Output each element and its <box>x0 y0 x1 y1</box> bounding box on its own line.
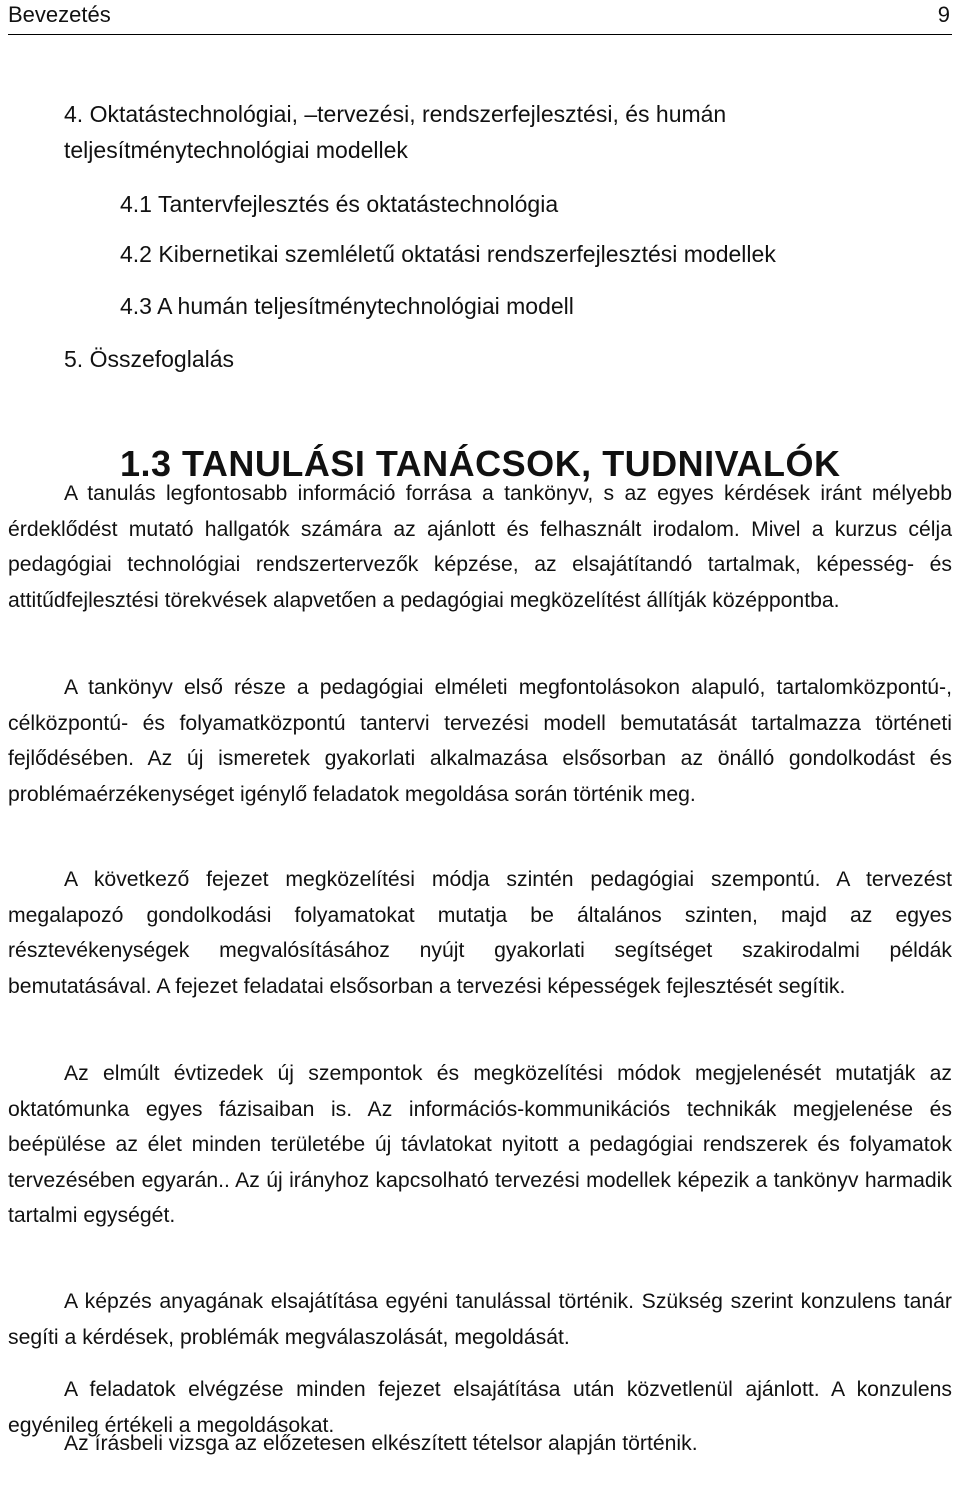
toc-item-4-3: 4.3 A humán teljesítménytechnológiai modell <box>120 293 574 319</box>
paragraph-3: A következő fejezet megközelítési módja szintén pedagógiai szempontú. A tervezést megalapozó gondolkodási folyamatokat mutatja be általános szinten, majd az egyes résztevékenységek megvalósításához nyújt gyakorlati segítséget szakirodalmi példák bemutatásával. A fejezet feladatai elsősorban a tervezési képességek fejlesztését segítik. <box>8 868 952 998</box>
paragraph-2: A tankönyv első része a pedagógiai elméleti megfontolásokon alapuló, tartalomközpontú-, célközpontú- és folyamatközpontú tantervi tervezési modell bemutatását tartalmazza történeti fejlődésében. Az új ismeretek gyakorlati alkalmazása elsősorban az önálló gondolkodást és problémaérzékenységet igénylő feladatok megoldása során történik meg. <box>8 676 952 806</box>
page-header <box>8 0 952 35</box>
paragraph-4: Az elmúlt évtizedek új szempontok és megközelítési módok megjelenését mutatják az oktatómunka egyes fázisaiban is. Az információs-kommunikációs technikák megjelenése és beépülése az élet minden területébe új távlatokat nyitott a pedagógiai rendszerek és folyamatok tervezésében egyarán.. Az új irányhoz kapcsolható tervezési modellek képezik a tankönyv harmadik tartalmi egységét. <box>8 1062 952 1228</box>
toc-item-5: 5. Összefoglalás <box>64 346 235 372</box>
toc-item-4-1: 4.1 Tantervfejlesztés és oktatástechnológia <box>120 191 559 217</box>
toc-item-4-2: 4.2 Kibernetikai szemléletű oktatási rendszerfejlesztési modellek <box>120 241 776 267</box>
paragraph-7: Az írásbeli vizsga az előzetesen elkészített tételsor alapján történik. <box>64 1432 698 1455</box>
running-title: Bevezetés <box>8 2 111 27</box>
page-number: 9 <box>937 2 950 27</box>
paragraph-6: A feladatok elvégzése minden fejezet elsajátítása után közvetlenül ajánlott. A konzulens egyénileg értékeli a megoldásokat. <box>8 1378 952 1437</box>
toc-item-4: 4. Oktatástechnológiai, –tervezési, rendszerfejlesztési, és humán teljesítménytechnológiai modellek <box>64 101 727 163</box>
paragraph-1: A tanulás legfontosabb információ forrása a tankönyv, s az egyes kérdések iránt mélyebb érdeklődést mutató hallgatók számára az ajánlott és felhasznált irodalom. Mivel a kurzus célja pedagógiai technológiai rendszertervezők képzése, az elsajátítandó tartalmak, képesség- és attitűdfejlesztési törekvések alapvetően a pedagógiai megközelítést állítják középpontba. <box>8 482 952 612</box>
paragraph-5: A képzés anyagának elsajátítása egyéni tanulással történik. Szükség szerint konzulens tanár segíti a kérdések, problémák megválaszolását, megoldását. <box>8 1290 952 1349</box>
section-heading: 1.3 TANULÁSI TANÁCSOK, TUDNIVALÓK <box>120 442 841 484</box>
